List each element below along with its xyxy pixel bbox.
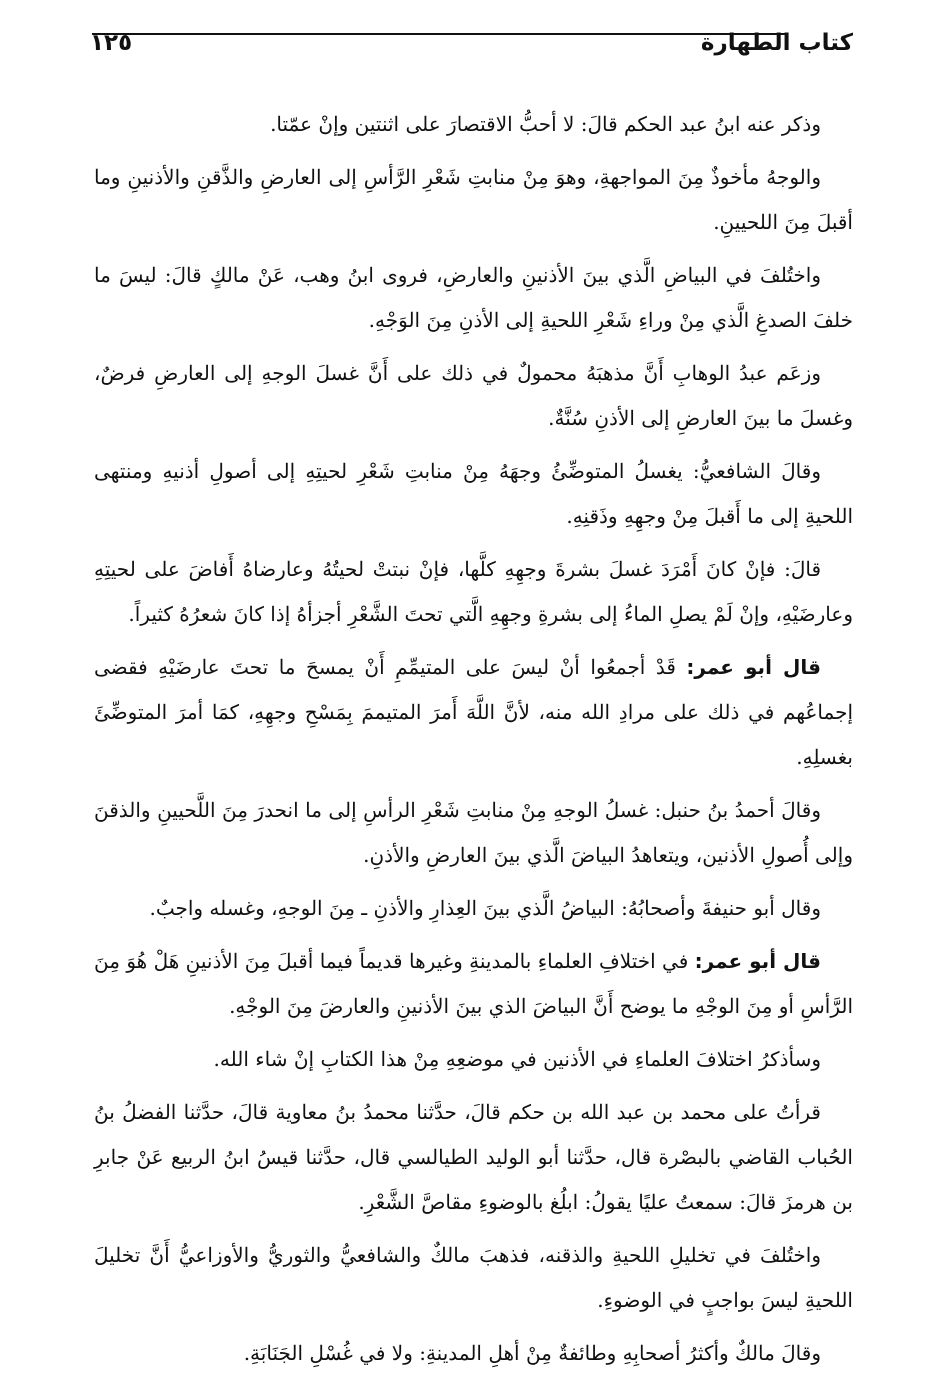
- paragraph: [94, 155, 853, 245]
- paragraph-text: وقالَ الشافعيُّ: يغسلُ المتوضِّئُ وجهَهُ مِنْ منابتِ شَعْرِ لحيتِهِ إلى أصولِ أذنيهِ ومنتهى اللحيةِ إلى ما أَقبلَ مِنْ وجهِهِ وذَقنِهِ.: [94, 459, 853, 528]
- paragraph: [94, 102, 853, 147]
- paragraph: [94, 253, 853, 343]
- paragraph: [94, 351, 853, 441]
- paragraph: [94, 1090, 853, 1225]
- speaker-label: قال أبو عمر:: [694, 949, 821, 973]
- paragraph-text: قرأتُ على محمد بن عبد الله بن حكم قالَ، حدَّثنا محمدُ بنُ معاوية قالَ، حدَّثنا الفضلُ بنُ الحُباب القاضي بالبصْرة قال، حدَّثنا أبو الوليد الطيالسي قال، حدَّثنا قيسُ ابنُ الربيع عَنْ جابرِ بن هرمزَ قالَ: سمعتُ عليًا يقولُ: ابلُغ بالوضوءِ مقاصَّ الشَّعْرِ.: [94, 1100, 853, 1214]
- speaker-label: قال أبو عمر:: [686, 655, 821, 679]
- paragraph: [94, 1037, 853, 1082]
- running-header: [90, 22, 853, 72]
- text-body: [94, 102, 853, 1384]
- paragraph: [94, 788, 853, 878]
- paragraph: [94, 449, 853, 539]
- paragraph-text: وقال أبو حنيفةَ وأصحابُهُ: البياضُ الَّذي بينَ العِذارِ والأذنِ ـ مِنَ الوجهِ، وغسله واجبٌ.: [149, 896, 821, 920]
- paragraph: [94, 547, 853, 637]
- paragraph: [94, 886, 853, 931]
- page-number: ١٢٥: [90, 30, 133, 56]
- paragraph-text: وذكر عنه ابنُ عبد الحكم قالَ: لا أحبُّ الاقتصارَ على اثنتين وإنْ عمّتا.: [270, 112, 821, 136]
- paragraph-text: وقالَ مالكٌ وأكثرُ أصحابِهِ وطائفةٌ مِنْ أهلِ المدينةِ: ولا في غُسْلِ الجَنَابَةِ.: [243, 1341, 821, 1365]
- paragraph: [94, 939, 853, 1029]
- paragraph-text: واختُلفَ في البياضِ الَّذي بينَ الأذنينِ والعارضِ، فروى ابنُ وهب، عَنْ مالكٍ قالَ: ليسَ ما خلفَ الصدغِ الَّذي مِنْ وراءِ شَعْرِ اللحيةِ إلى الأذنِ مِنَ الوَجْهِ.: [94, 263, 853, 332]
- paragraph-text: والوجهُ مأخوذٌ مِنَ المواجهةِ، وهوَ مِنْ منابتِ شَعْرِ الرَّأسِ إلى العارضِ والذَّقنِ والأذنينِ وما أقبلَ مِنَ اللحيينِ.: [94, 165, 853, 234]
- paragraph: [94, 1331, 853, 1376]
- paragraph-text: وقالَ أحمدُ بنُ حنبل: غسلُ الوجهِ مِنْ منابتِ شَعْرِ الرأسِ إلى ما انحدرَ مِنَ اللَّحيينِ والذقنَ وإلى أُصولِ الأذنين، ويتعاهدُ البياضَ الَّذي بينَ العارضِ والأذنِ.: [94, 798, 853, 867]
- paragraph-text: قَدْ أجمعُوا أنْ ليسَ على المتيمِّمِ أَنْ يمسحَ ما تحتَ عارضَيْهِ فقضى إجماعُهم في ذلك على مرادِ الله منه، لأنَّ اللَّهَ أَمرَ المتيممَ بِمَسْحِ وجهِهِ، كمَا أمرَ المتوضِّئَ بغسلِهِ.: [94, 655, 853, 769]
- header-rule: [92, 33, 785, 35]
- paragraph-text: وزعَم عبدُ الوهابِ أَنَّ مذهبَهُ محمولٌ في ذلك على أَنَّ غسلَ الوجهِ إلى العارضِ فرضٌ، وغسلَ ما بينَ العارضِ إلى الأذنِ سُنَّةٌ.: [94, 361, 853, 430]
- paragraph: [94, 645, 853, 780]
- paragraph-text: قالَ: فإنْ كانَ أَمْرَدَ غسلَ بشرةَ وجهِهِ كلَّها، فإنْ نبتتْ لحيتُهُ وعارضاهُ أَفاضَ على لحيتِهِ وعارضَيْهِ، وإنْ لَمْ يصلِ الماءُ إلى بشرةِ وجهِهِ الَّتي تحتَ الشَّعْرِ أجزأهُ إذا كانَ شعرُهُ كثيراً.: [94, 557, 853, 626]
- paragraph: [94, 1233, 853, 1323]
- book-title: كتاب الطهارة: [700, 30, 853, 56]
- paragraph-text: وسأذكرُ اختلافَ العلماءِ في الأذنين في موضعِهِ مِنْ هذا الكتابِ إنْ شاء الله.: [213, 1047, 821, 1071]
- paragraph-text: في اختلافِ العلماءِ بالمدينةِ وغيرها قديماً فيما أقبلَ مِنَ الأذنينِ هَلْ هُوَ مِنَ الرَّأسِ أو مِنَ الوجْهِ ما يوضح أَنَّ البياضَ الذي بينَ الأذنينِ والعارضَ مِنَ الوجْهِ.: [94, 949, 853, 1018]
- paragraph-text: واختُلفَ في تخليلِ اللحيةِ والذقنه، فذهبَ مالكٌ والشافعيُّ والثوريُّ والأوزاعيُّ أَنَّ تخليلَ اللحيةِ ليسَ بواجبٍ في الوضوءِ.: [94, 1243, 853, 1312]
